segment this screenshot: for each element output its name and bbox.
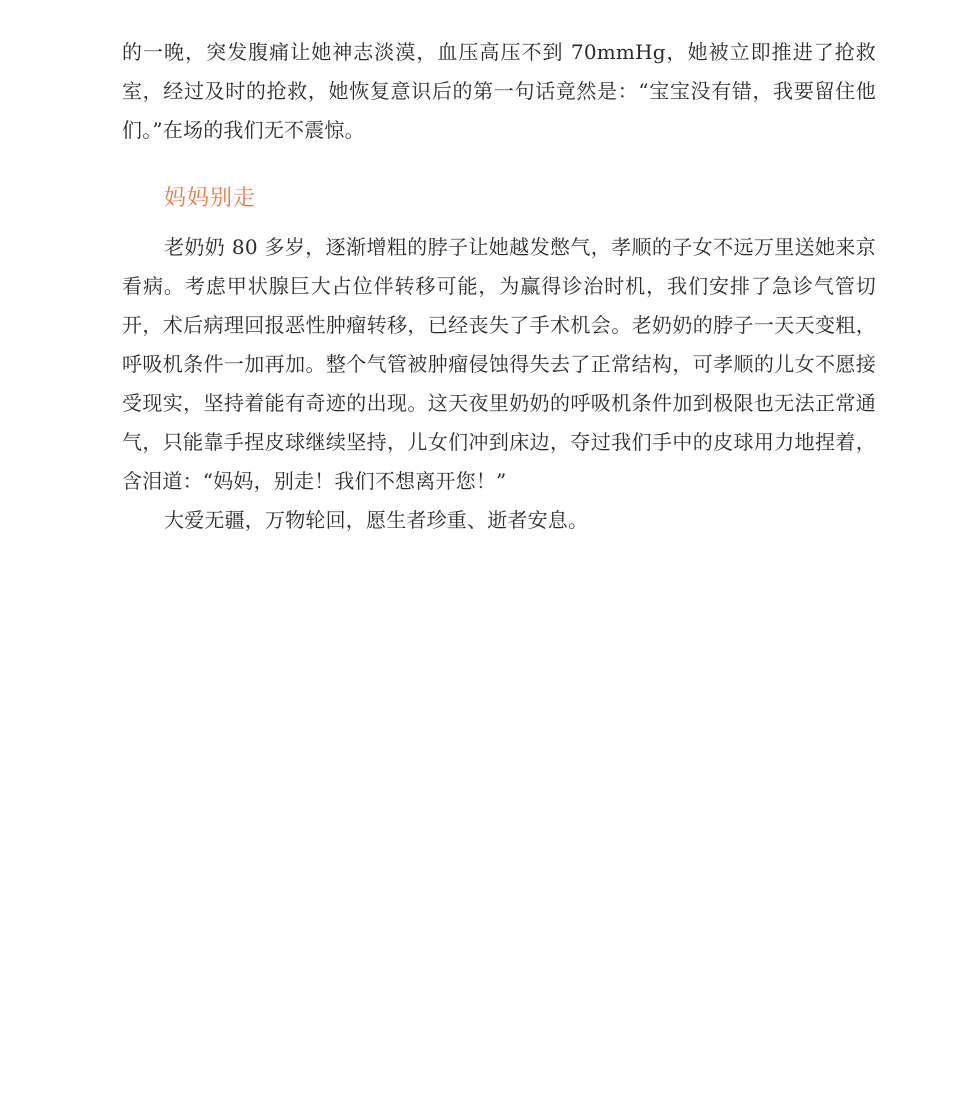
continued-paragraph: 的一晚，突发腹痛让她神志淡漠，血压高压不到 70mmHg，她被立即推进了抢救室，经过及时的抢救，她恢复意识后的第一句话竟然是：“宝宝没有错，我要留住他们。”在场的我们无不震惊。 xyxy=(122,40,876,142)
story-paragraph: 老奶奶 80 多岁，逐渐增粗的脖子让她越发憋气，孝顺的子女不远万里送她来京看病。考虑甲状腺巨大占位伴转移可能，为赢得诊治时机，我们安排了急诊气管切开，术后病理回报恶性肿瘤转移，已经丧失了手术机会。老奶奶的脖子一天天变粗，呼吸机条件一加再加。整个气管被肿瘤侵蚀得失去了正常结构，可孝顺的儿女不愿接受现实，坚持着能有奇迹的出现。这天夜里奶奶的呼吸机条件加到极限也无法正常通气，只能靠手捏皮球继续坚持，儿女们冲到床边，夺过我们手中的皮球用力地捏着，含泪道：“妈妈，别走！我们不想离开您！” xyxy=(122,235,876,493)
section-heading: 妈妈别走 xyxy=(164,186,257,211)
closing-paragraph: 大爱无疆，万物轮回，愿生者珍重、逝者安息。 xyxy=(164,508,589,532)
